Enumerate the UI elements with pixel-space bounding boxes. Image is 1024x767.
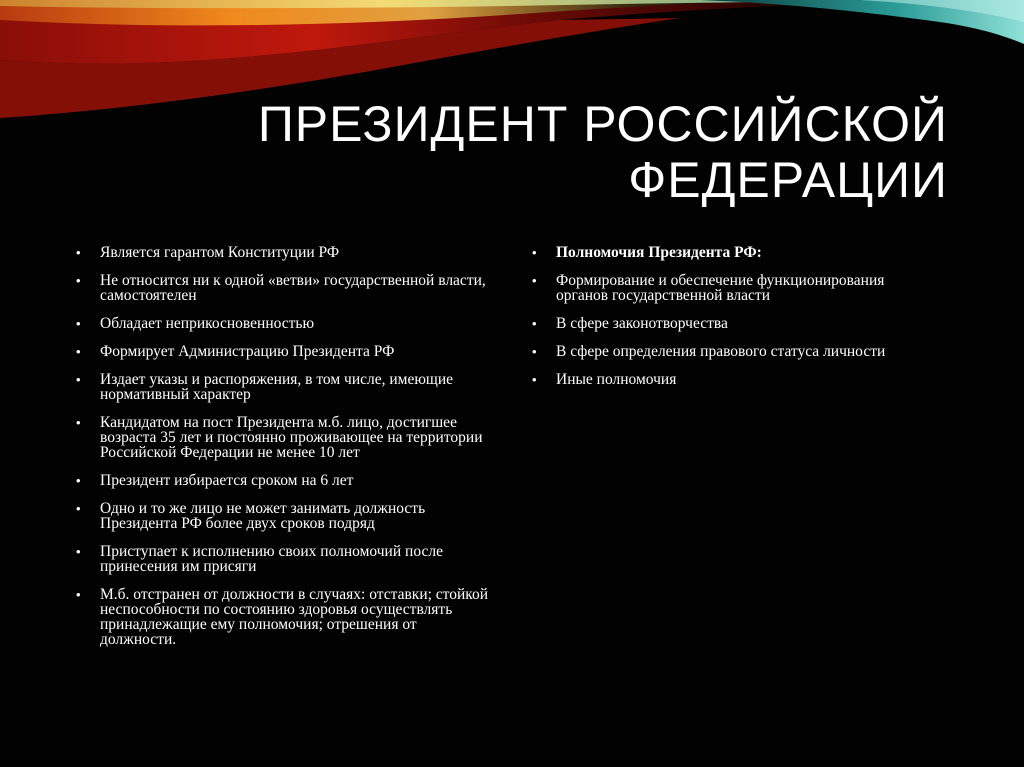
list-item — [532, 372, 932, 387]
list-item-text: Президент избирается сроком на 6 лет — [100, 472, 354, 489]
list-heading — [532, 245, 932, 260]
list-item-text: Не относится ни к одной «ветви» государственной власти, самостоятелен — [100, 272, 486, 304]
bullet-icon: • — [76, 473, 81, 488]
list-item — [76, 587, 496, 647]
list-item-text: Формирует Администрацию Президента РФ — [100, 343, 395, 360]
bullet-icon: • — [532, 344, 537, 359]
powers-heading: Полномочия Президента РФ: — [556, 244, 762, 261]
slide-title-line-2: ФЕДЕРАЦИИ — [628, 152, 948, 208]
bullet-icon: • — [76, 544, 81, 559]
list-item-text: Является гарантом Конституции РФ — [100, 244, 340, 261]
list-item — [76, 372, 496, 402]
list-item — [76, 245, 496, 260]
list-item-text: В сфере законотворчества — [556, 315, 728, 332]
list-item — [76, 501, 496, 531]
list-item-text: Одно и то же лицо не может занимать должность Президента РФ более двух сроков подряд — [100, 500, 426, 532]
list-item — [76, 344, 496, 359]
bullet-icon: • — [76, 245, 81, 260]
list-item-text: Иные полномочия — [556, 371, 677, 388]
right-bullet-list — [532, 245, 932, 400]
left-bullet-list — [76, 245, 496, 660]
bullet-icon: • — [532, 273, 537, 288]
list-item — [532, 273, 932, 303]
list-item-text: М.б. отстранен от должности в случаях: отставки; стойкой неспособности по состоянию здоровья осуществлять принадлежащие ему полномочия; отрешения от должности. — [100, 586, 489, 648]
list-item-text: Приступает к исполнению своих полномочий после принесения им присяги — [100, 543, 443, 575]
bullet-icon: • — [532, 316, 537, 331]
bullet-icon: • — [76, 316, 81, 331]
list-item-text: Обладает неприкосновенностью — [100, 315, 315, 332]
list-item — [532, 316, 932, 331]
list-item — [76, 544, 496, 574]
list-item-text: Формирование и обеспечение функционирования органов государственной власти — [556, 272, 885, 304]
list-item — [76, 473, 496, 488]
bullet-icon: • — [76, 587, 81, 602]
slide-title — [188, 96, 948, 208]
bullet-icon: • — [76, 372, 81, 387]
bullet-icon: • — [532, 372, 537, 387]
bullet-icon: • — [532, 245, 537, 260]
list-item — [76, 273, 496, 303]
list-item — [76, 415, 496, 460]
list-item — [532, 344, 932, 359]
list-item-text: В сфере определения правового статуса личности — [556, 343, 886, 360]
bullet-icon: • — [76, 415, 81, 430]
list-item — [76, 316, 496, 331]
bullet-icon: • — [76, 273, 81, 288]
bullet-icon: • — [76, 501, 81, 516]
bullet-icon: • — [76, 344, 81, 359]
list-item-text: Издает указы и распоряжения, в том числе, имеющие нормативный характер — [100, 371, 454, 403]
slide-title-line-1: ПРЕЗИДЕНТ РОССИЙСКОЙ — [257, 96, 948, 152]
list-item-text: Кандидатом на пост Президента м.б. лицо, достигшее возраста 35 лет и постоянно проживающее на территории Российской Федерации не менее 10 лет — [100, 414, 483, 461]
